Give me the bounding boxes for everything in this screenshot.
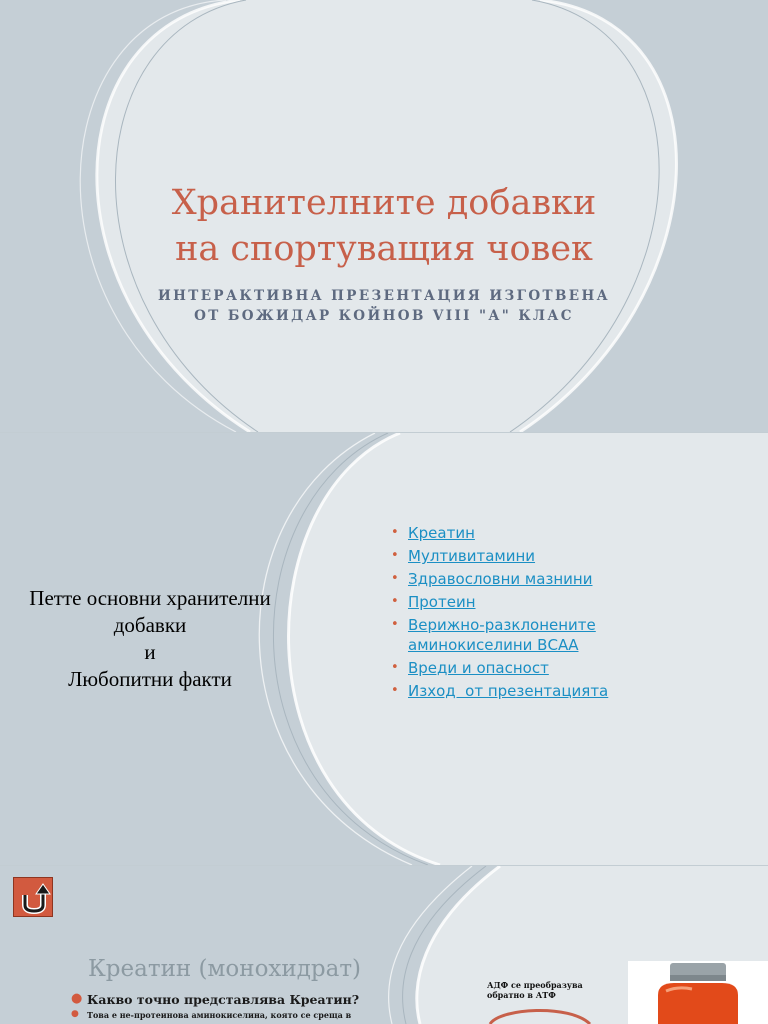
presentation-title <box>0 180 768 272</box>
bullet-icon: • <box>391 571 399 586</box>
bullet-icon: • <box>391 548 399 563</box>
heading-line-1: Петте основни хранителни <box>29 586 271 610</box>
bullet-icon: • <box>391 525 399 540</box>
bullet-icon: ● <box>71 991 83 1006</box>
menu-link-healthy-fats[interactable]: Здравословни мазнини <box>408 570 593 588</box>
menu-item-protein <box>388 592 628 612</box>
bullet-icon: • <box>391 660 399 675</box>
bullet-icon: ● <box>71 1009 79 1019</box>
menu-item-bcaa <box>388 615 628 655</box>
menu-item-dangers <box>388 658 628 678</box>
heading-line-3: и <box>144 640 156 664</box>
u-turn-arrow-icon <box>14 878 54 918</box>
description-text: Това е не-протеинова аминокиселина, която се среща в <box>87 1010 352 1020</box>
slide-title: Креатин (монохидрат) <box>88 956 362 982</box>
contents-heading <box>0 585 300 693</box>
heading-line-2: добавки <box>113 613 187 637</box>
menu-item-creatine <box>388 523 628 543</box>
presentation-subtitle <box>0 286 768 326</box>
menu-link-creatine[interactable]: Креатин <box>408 524 475 542</box>
subtitle-line-2: ОТ БОЖИДАР КОЙНОВ VIII "А" КЛАС <box>194 308 574 324</box>
bullet-icon: • <box>391 617 399 632</box>
contents-menu <box>388 523 628 704</box>
diagram-label <box>487 980 583 1000</box>
menu-item-healthy-fats <box>388 569 628 589</box>
menu-item-multivitamins <box>388 546 628 566</box>
bullet-description <box>71 1010 351 1020</box>
bullet-question <box>71 992 359 1007</box>
atp-cycle-diagram <box>480 1000 610 1024</box>
title-line-2: на спортуващия човек <box>175 229 593 269</box>
title-slide <box>0 0 768 432</box>
bullet-icon: • <box>391 594 399 609</box>
menu-link-exit[interactable]: Изход от презентацията <box>408 682 609 700</box>
menu-link-bcaa[interactable]: Верижно-разклонените аминокиселини ВСАА <box>408 616 596 654</box>
menu-link-dangers[interactable]: Вреди и опасност <box>408 659 549 677</box>
menu-link-multivitamins[interactable]: Мултивитамини <box>408 547 536 565</box>
heading-line-4: Любопитни факти <box>68 667 232 691</box>
diagram-label-line-2: обратно в АТФ <box>487 990 556 1000</box>
question-text: Какво точно представлява Креатин? <box>87 992 360 1007</box>
menu-item-exit <box>388 681 628 701</box>
menu-link-protein[interactable]: Протеин <box>408 593 476 611</box>
supplement-jar-image <box>628 961 768 1024</box>
diagram-label-line-1: АДФ се преобразува <box>487 980 583 990</box>
bullet-icon: • <box>391 683 399 698</box>
subtitle-line-1: ИНТЕРАКТИВНА ПРЕЗЕНТАЦИЯ ИЗГОТВЕНА <box>157 288 611 304</box>
title-line-1: Хранителните добавки <box>171 183 597 223</box>
home-button[interactable] <box>13 877 53 917</box>
